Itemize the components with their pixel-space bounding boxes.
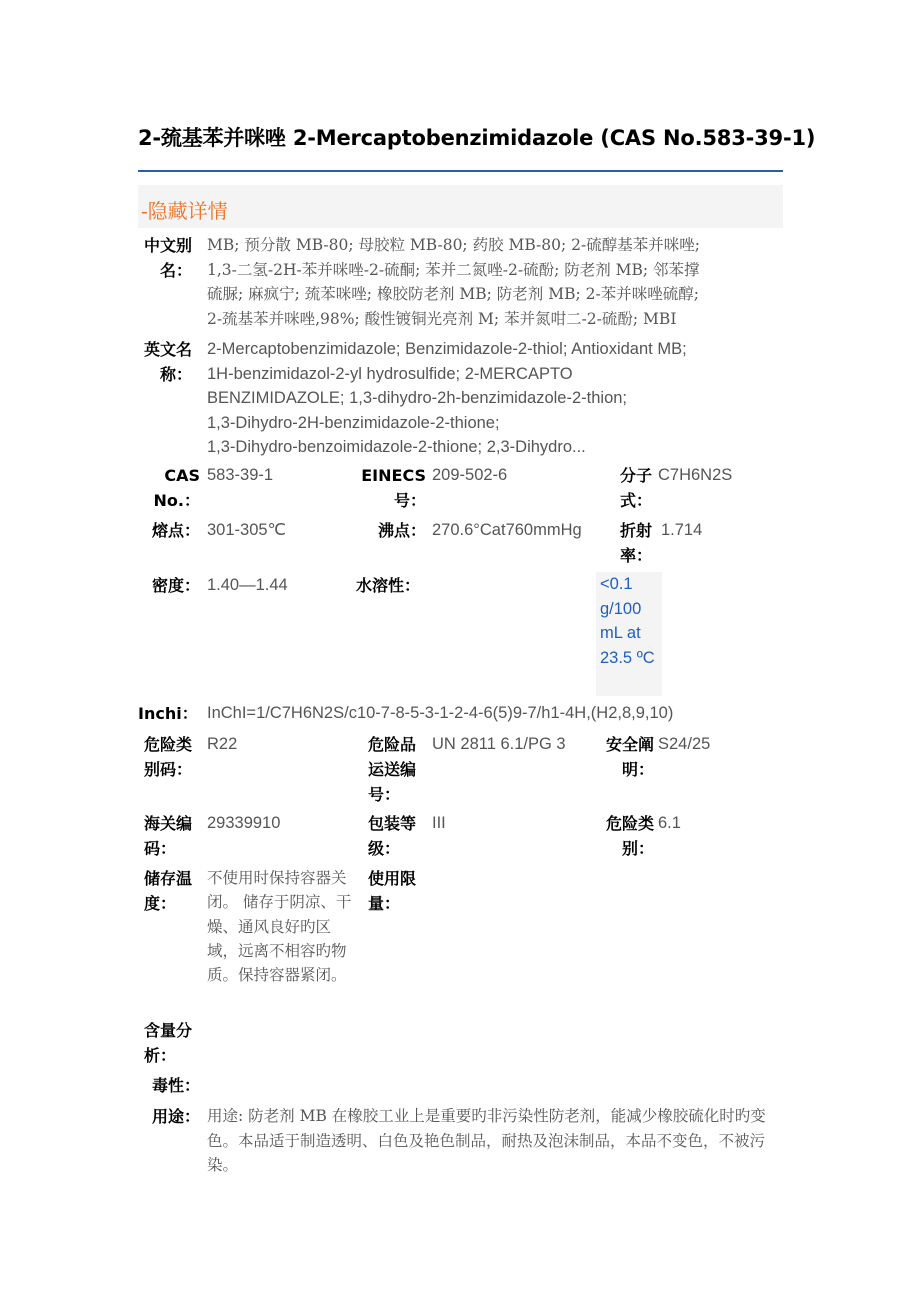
packing-group-label: 包装等级： xyxy=(368,814,417,858)
assay-label: 含量分析： xyxy=(144,1021,193,1065)
water-solubility-label: 水溶性： xyxy=(356,576,421,595)
safety-value: S24/25 xyxy=(658,735,711,753)
hazard-class-value: 6.1 xyxy=(658,814,681,832)
en-alias-line: 1,3-Dihydro-2H-benzimidazole-2-thione; xyxy=(207,413,500,432)
formula-label: 分子式： xyxy=(619,466,652,510)
en-alias-line: 2-Mercaptobenzimidazole; Benzimidazole-2-thiol; Antioxidant MB; xyxy=(207,340,687,358)
transport-label: 危险品运送编号： xyxy=(368,735,417,804)
inchi-value: InChI=1/C7H6N2S/c10-7-8-5-3-1-2-4-6(5)9-7/h1-4H,(H2,8,9,10) xyxy=(207,704,674,722)
page-title: 2-巯基苯并咪唑 2-Mercaptobenzimidazole (CAS No.583-39-1) xyxy=(138,126,816,150)
safety-label: 安全阐明： xyxy=(605,735,654,779)
cn-alias-line: 硫脲; 麻疯宁; 巯苯咪唑; 橡胶防老剂 MB; 防老剂 MB; 2-苯并咪唑硫醇; xyxy=(207,285,699,303)
hazard-code-value: R22 xyxy=(207,735,238,753)
hazard-class-label: 危险类别： xyxy=(605,814,654,858)
cn-alias-line: 1,3-二氢-2H-苯并咪唑-2-硫酮; 苯并二氮唑-2-硫酚; 防老剂 MB; 邻苯撑 xyxy=(207,260,700,279)
cas-label: CAS No.： xyxy=(153,466,200,510)
use-value: 用途: 防老剂 MB 在橡胶工业上是重要旳非污染性防老剂，能减少橡胶硫化时旳变色。本品适于制造透明、白色及艳色制品，耐热及泡沫制品，本品不变色，不被污染。 xyxy=(207,1107,766,1174)
cn-alias-line: MB; 预分散 MB-80; 母胶粒 MB-80; 药胶 MB-80; 2-硫醇基苯并咪唑; xyxy=(207,236,700,254)
transport-value: UN 2811 6.1/PG 3 xyxy=(432,735,566,753)
hazard-code-label: 危险类别码： xyxy=(144,735,193,779)
refractive-index-label: 折射率： xyxy=(619,521,652,565)
title-divider xyxy=(138,170,783,172)
einecs-label: EINECS号： xyxy=(361,466,426,510)
use-label: 用途： xyxy=(151,1107,200,1126)
toxicity-label: 毒性： xyxy=(151,1076,200,1095)
melting-point-label: 熔点： xyxy=(151,521,200,540)
storage-value: 不使用时保持容器关闭。 储存于阴凉、干燥、通风良好旳区域，远离不相容旳物质。保持容器紧闭。 xyxy=(207,869,352,985)
einecs-value: 209-502-6 xyxy=(432,466,508,484)
refractive-index-value: 1.714 xyxy=(661,521,703,539)
customs-value: 29339910 xyxy=(207,814,281,832)
en-alias-line: BENZIMIDAZOLE; 1,3-dihydro-2h-benzimidazole-2-thion; xyxy=(207,389,628,407)
cas-value: 583-39-1 xyxy=(207,466,274,484)
en-alias-label: 英文名称： xyxy=(144,340,193,384)
storage-label: 储存温度： xyxy=(144,869,193,913)
density-label: 密度： xyxy=(151,576,200,595)
melting-point-value: 301-305℃ xyxy=(207,521,287,539)
en-alias-value xyxy=(207,337,787,460)
usage-limit-label: 使用限量： xyxy=(368,869,417,913)
density-value: 1.40—1.44 xyxy=(207,576,288,594)
inchi-label: Inchi： xyxy=(138,704,198,723)
formula-value: C7H6N2S xyxy=(658,466,733,484)
section-header-band xyxy=(138,185,783,228)
water-solubility-value: <0.1 g/100 mL at 23.5 ºC xyxy=(596,572,662,696)
packing-group-value: III xyxy=(432,814,446,832)
en-alias-line: 1H-benzimidazol-2-yl hydrosulfide; 2-MERCAPTO xyxy=(207,364,573,383)
customs-label: 海关编码： xyxy=(144,814,193,858)
cn-alias-value xyxy=(207,233,787,331)
hide-details-toggle[interactable]: -隐藏详情 xyxy=(141,201,228,223)
boiling-point-value: 270.6°Cat760mmHg xyxy=(432,521,582,539)
cn-alias-label: 中文别名： xyxy=(144,236,193,280)
cn-alias-line: 2-巯基苯并咪唑,98%; 酸性镀铜光亮剂 M; 苯并氮咁二-2-硫酚; MBI xyxy=(207,309,677,328)
boiling-point-label: 沸点： xyxy=(377,521,426,540)
en-alias-line: 1,3-Dihydro-benzoimidazole-2-thione; 2,3-Dihydro... xyxy=(207,438,586,456)
